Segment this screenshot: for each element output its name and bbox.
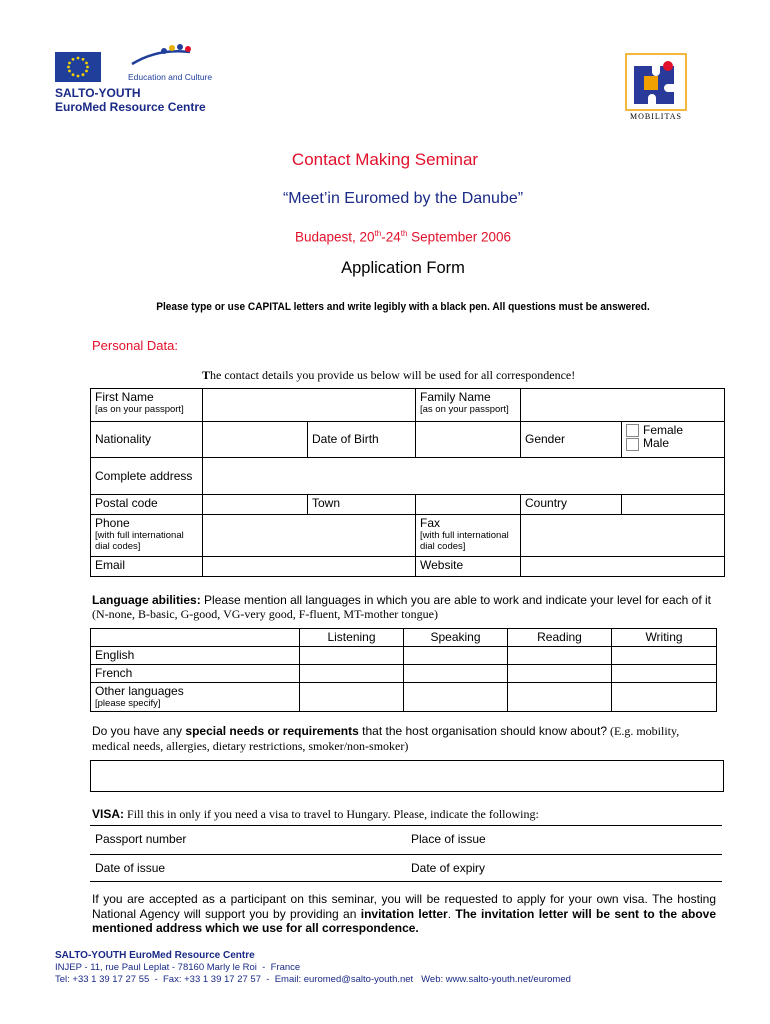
family-name-label: Family Name [as on your passport] — [416, 389, 521, 422]
special-needs-field[interactable] — [90, 760, 724, 792]
language-intro — [92, 593, 712, 621]
date-of-expiry-label: Date of expiry — [411, 861, 486, 875]
language-label: Language abilities: — [92, 593, 201, 607]
french-writing[interactable] — [612, 665, 717, 683]
other-speaking[interactable] — [404, 683, 508, 712]
visa-note: If you are accepted as a participant on this seminar, you will be requested to apply for your own visa. The hosting National Agency will support you by providing an invitation letter. The invitation letter will be sent to the above mentioned address which we use for all correspondence. — [92, 892, 716, 935]
footer-org: SALTO-YOUTH EuroMed Resource Centre — [55, 950, 255, 961]
address-label: Complete address — [91, 458, 203, 495]
town-field[interactable] — [416, 495, 521, 515]
intro-rest: he contact details you provide us below will be used for all correspondence! — [210, 368, 576, 382]
visa-text: Fill this in only if you need a visa to travel to Hungary. Please, indicate the following: — [124, 807, 539, 821]
other-writing[interactable] — [612, 683, 717, 712]
other-listening[interactable] — [300, 683, 404, 712]
postal-field[interactable] — [203, 495, 308, 515]
row-french: French — [91, 665, 300, 683]
phone-field[interactable] — [203, 515, 416, 557]
seminar-dates — [0, 229, 770, 245]
female-label: Female — [643, 423, 684, 437]
language-header-blank — [91, 629, 300, 647]
dob-field[interactable] — [416, 422, 521, 458]
english-speaking[interactable] — [404, 647, 508, 665]
seminar-title: Contact Making Seminar — [291, 150, 479, 169]
date-prefix: Budapest, 20 — [294, 229, 375, 245]
row-english: English — [91, 647, 300, 665]
male-label: Male — [643, 436, 670, 451]
visa-intro — [92, 807, 539, 822]
visa-table — [90, 825, 722, 881]
fax-label: Fax [with full international dial codes] — [416, 515, 521, 557]
country-field[interactable] — [622, 495, 725, 515]
personal-intro — [202, 368, 575, 383]
puzzle-icon — [624, 52, 690, 112]
nationality-field[interactable] — [203, 422, 308, 458]
language-table — [90, 628, 717, 712]
form-title: Application Form — [341, 259, 465, 277]
female-checkbox[interactable] — [626, 424, 639, 437]
english-listening[interactable] — [300, 647, 404, 665]
eu-caption: Education and Culture — [128, 72, 213, 82]
eu-flag-logo — [55, 52, 101, 82]
nationality-label: Nationality — [91, 422, 203, 458]
website-field[interactable] — [521, 557, 725, 577]
other-reading[interactable] — [508, 683, 612, 712]
education-culture-logo — [128, 42, 228, 82]
email-label: Email — [91, 557, 203, 577]
postal-label: Postal code — [91, 495, 203, 515]
gender-label: Gender — [521, 422, 622, 458]
org-line-2: EuroMed Resource Centre — [55, 100, 206, 114]
date-of-issue-label: Date of issue — [95, 861, 166, 875]
special-needs-question: Do you have any special needs or requirements that the host organisation should know about? (E.g. mobility, medical needs, allergies, dietary restrictions, smoker/non-smoker) — [92, 724, 680, 753]
first-name-field[interactable] — [203, 389, 416, 422]
first-name-label: First Name [as on your passport] — [91, 389, 203, 422]
place-of-issue-label: Place of issue — [411, 832, 486, 846]
town-label: Town — [308, 495, 416, 515]
date-sup-2: th — [400, 229, 408, 238]
french-reading[interactable] — [508, 665, 612, 683]
footer-address: INJEP - 11, rue Paul Leplat - 78160 Marly le Roi - France — [55, 962, 301, 973]
date-sup-1: th — [374, 229, 382, 238]
personal-heading: Personal Data: — [92, 338, 178, 353]
swoosh-icon — [128, 42, 228, 70]
col-writing: Writing — [612, 629, 717, 647]
date-mid: -24 — [381, 229, 401, 245]
address-field[interactable] — [203, 458, 725, 495]
dob-label: Date of Birth — [308, 422, 416, 458]
french-listening[interactable] — [300, 665, 404, 683]
website-label: Website — [416, 557, 521, 577]
gender-options — [622, 422, 725, 458]
phone-label: Phone [with full international dial codes] — [91, 515, 203, 557]
footer-contact: Tel: +33 1 39 17 27 55 - Fax: +33 1 39 17 27 57 - Email: euromed@salto-youth.net Web: www.salto-youth.net/euromed — [55, 974, 571, 985]
col-listening: Listening — [300, 629, 404, 647]
english-writing[interactable] — [612, 647, 717, 665]
family-name-field[interactable] — [521, 389, 725, 422]
language-levels: (N-none, B-basic, G-good, VG-very good, F-fluent, MT-mother tongue) — [92, 607, 438, 621]
country-label: Country — [521, 495, 622, 515]
intro-first-letter: T — [202, 368, 211, 382]
col-speaking: Speaking — [404, 629, 508, 647]
visa-label: VISA: — [92, 807, 125, 821]
personal-data-table — [90, 388, 725, 577]
english-reading[interactable] — [508, 647, 612, 665]
mobilitas-logo — [624, 52, 690, 124]
col-reading: Reading — [508, 629, 612, 647]
eu-stars-icon — [55, 52, 101, 82]
email-field[interactable] — [203, 557, 416, 577]
org-line-1: SALTO-YOUTH — [55, 86, 141, 100]
date-suffix: September 2006 — [407, 229, 511, 245]
row-other-languages: Other languages [please specify] — [91, 683, 300, 712]
language-text: Please mention all languages in which you are able to work and indicate your level for each of it — [200, 593, 711, 607]
male-checkbox[interactable] — [626, 438, 639, 451]
fax-field[interactable] — [521, 515, 725, 557]
french-speaking[interactable] — [404, 665, 508, 683]
passport-number-label: Passport number — [95, 832, 187, 846]
mobilitas-caption: MOBILITAS — [630, 112, 682, 121]
seminar-subtitle: “Meet’in Euromed by the Danube” — [282, 190, 524, 207]
instruction-text: Please type or use CAPITAL letters and write legibly with a black pen. All questions must be answered. — [156, 301, 650, 313]
